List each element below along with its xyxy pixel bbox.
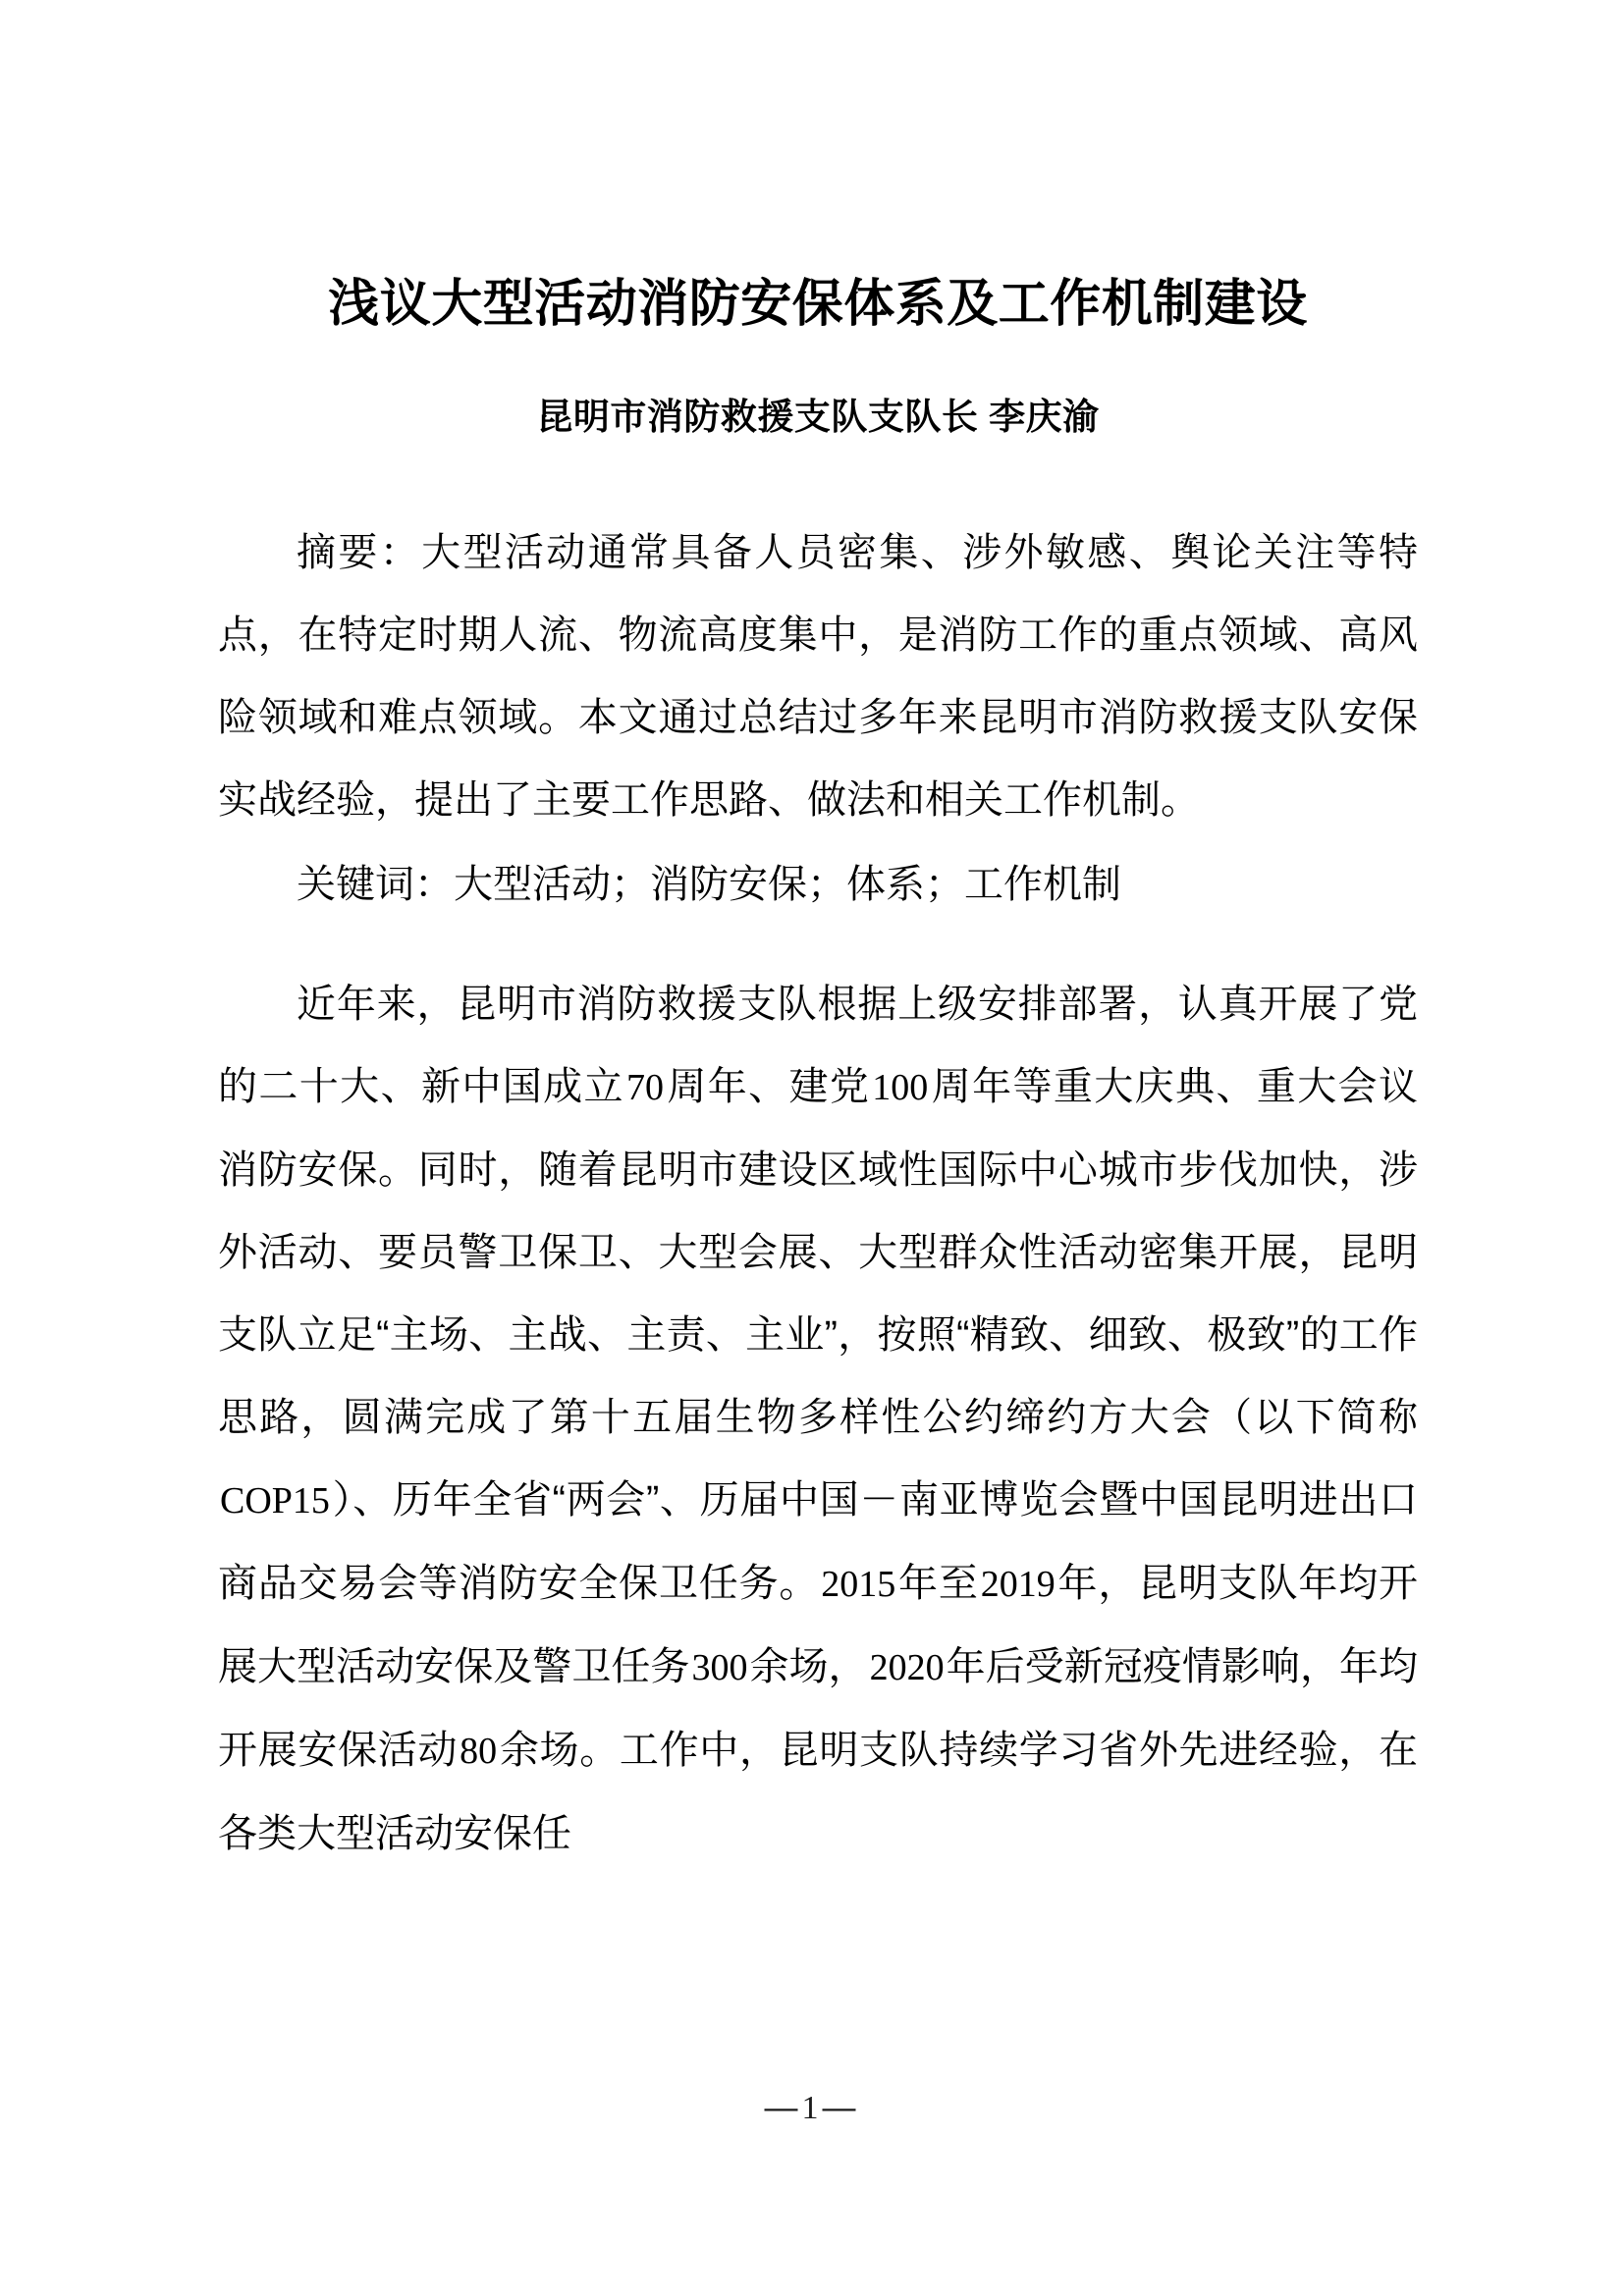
page-title: 浅议大型活动消防安保体系及工作机制建设 [328,276,1308,333]
body-section [218,926,1418,1875]
year-2020: 2020 [869,1647,945,1689]
footer-dash-right: — [822,2089,860,2126]
year-2015: 2015 [821,1564,896,1606]
page-footer [0,2089,1624,2127]
body-segment-8: 年后受新冠疫情影响，年均开展安保活动 [218,1645,1419,1773]
footer-page-number: 1 [801,2090,823,2126]
content-column [218,0,1418,1875]
abbreviation-cop15: COP15 [220,1480,330,1522]
abstract-section [218,441,1418,926]
body-segment-7: 余场， [749,1645,868,1689]
keywords-line: 关键词：大型活动；消防安保；体系；工作机制 [297,863,1121,907]
year-2019: 2019 [980,1564,1056,1606]
number-70: 70 [625,1067,664,1109]
number-80: 80 [460,1731,498,1773]
body-segment-9: 余场。工作中，昆明支队持续学习省外先进经验，在各类大型活动安保任 [218,1729,1419,1856]
body-segment-2: 周年、建党 [665,1065,871,1109]
body-segment-6: 年，昆明支队年均开展大型活动安保及警卫任务 [218,1562,1419,1689]
body-segment-1: 近年来，昆明市消防救援支队根据上级安排部署，认真开展了党的二十大、新中国成立 [218,983,1418,1109]
body-segment-5: 年至 [897,1562,979,1606]
body-segment-3: 周年等重大庆典、重大会议消防安保。同时，随着昆明市建设区域性国际中心城市步伐加快，涉外活动、要员警卫保卫、大型会展、大型群众性活动密集开展，昆明支队立足“主场、主战、主责、主业”，按照“精致、细致、极致”的工作思路，圆满完成了第十五届生物多样性公约缔约方大会（以下简称 [218,1065,1419,1440]
footer-dash-left: — [764,2089,802,2126]
abstract-paragraph: 摘要：大型活动通常具备人员密集、涉外敏感、舆论关注等特点，在特定时期人流、物流高度集中，是消防工作的重点领域、高风险领域和难点领域。本文通过总结过多年来昆明市消防救援支队安保实战经验，提出了主要工作思路、做法和相关工作机制。 [218,531,1418,823]
author-line: 昆明市消防救援支队支队长 李庆渝 [536,397,1100,437]
number-300: 300 [691,1647,748,1689]
number-100: 100 [872,1067,929,1109]
body-paragraph [218,963,1418,1875]
body-segment-4: ）、历年全省“两会”、历届中国－南亚博览会暨中国昆明进出口商品交易会等消防安全保卫任务。 [218,1478,1418,1606]
